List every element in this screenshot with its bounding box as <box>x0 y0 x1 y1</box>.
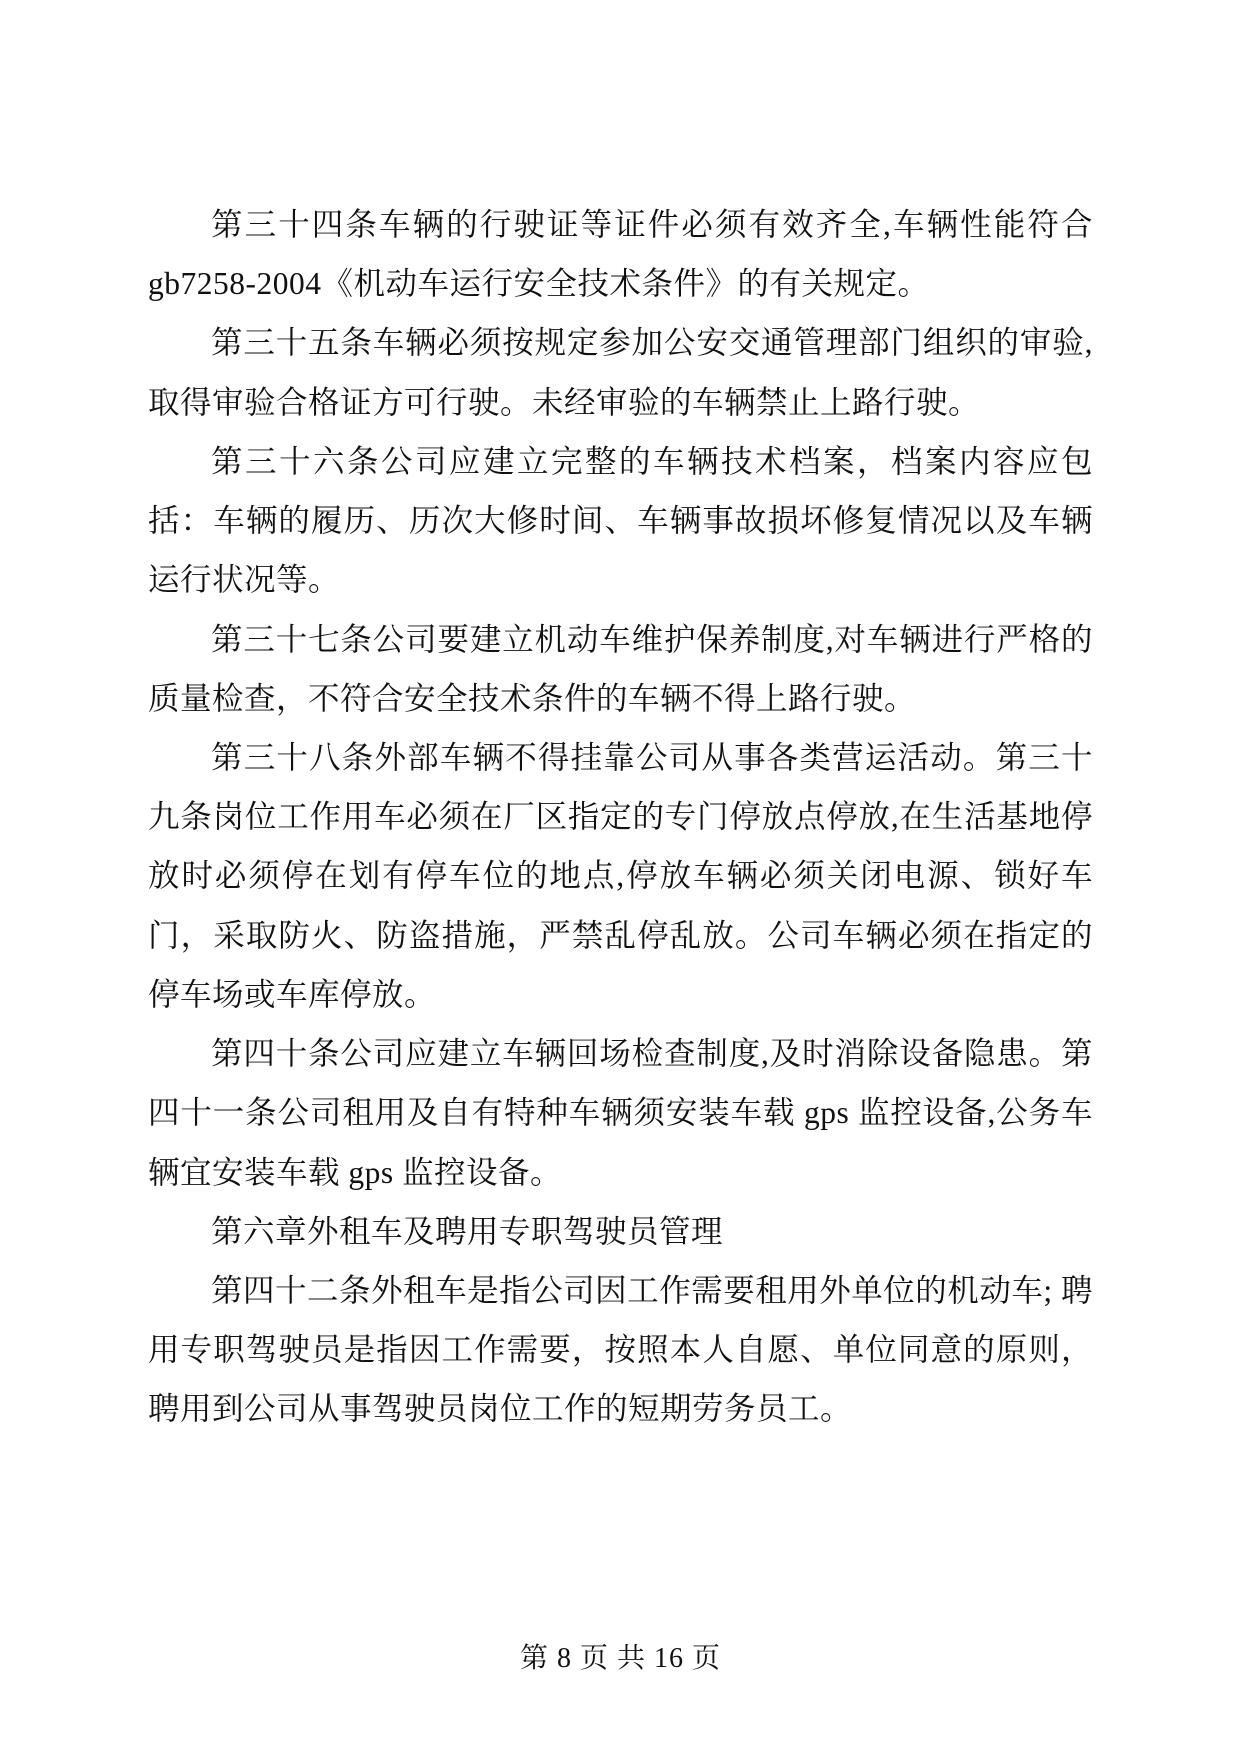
paragraph-article-37: 第三十七条公司要建立机动车维护保养制度,对车辆进行严格的质量检查，不符合安全技术条件的车辆不得上路行驶。 <box>148 621 1093 716</box>
paragraph-article-42: 第四十二条外租车是指公司因工作需要租用外单位的机动车; 聘用专职驾驶员是指因工作需要，按照本人自愿、单位同意的原则，聘用到公司从事驾驶员岗位工作的短期劳务员工。 <box>148 1272 1093 1427</box>
page-footer: 第 8 页 共 16 页 <box>519 1643 721 1674</box>
paragraph-article-35: 第三十五条车辆必须按规定参加公安交通管理部门组织的审验,取得审验合格证方可行驶。未经审验的车辆禁止上路行驶。 <box>148 325 1093 420</box>
document-body <box>148 195 1093 1439</box>
paragraph-chapter-6-heading: 第六章外租车及聘用专职驾驶员管理 <box>211 1213 724 1249</box>
paragraph-article-38: 第三十八条外部车辆不得挂靠公司从事各类营运活动。第三十九条岗位工作用车必须在厂区指定的专门停放点停放,在生活基地停放时必须停在划有停车位的地点,停放车辆必须关闭电源、锁好车门，采取防火、防盗措施，严禁乱停乱放。公司车辆必须在指定的停车场或车库停放。 <box>148 739 1093 1012</box>
paragraph-article-40: 第四十条公司应建立车辆回场检查制度,及时消除设备隐患。第四十一条公司租用及自有特种车辆须安装车载 gps 监控设备,公务车辆宜安装车载 gps 监控设备。 <box>148 1036 1093 1190</box>
paragraph-article-36: 第三十六条公司应建立完整的车辆技术档案，档案内容应包括：车辆的履历、历次大修时间、车辆事故损坏修复情况以及车辆运行状况等。 <box>148 443 1093 598</box>
paragraph-article-34: 第三十四条车辆的行驶证等证件必须有效齐全,车辆性能符合 gb7258-2004《机动车运行安全技术条件》的有关规定。 <box>148 207 1093 302</box>
